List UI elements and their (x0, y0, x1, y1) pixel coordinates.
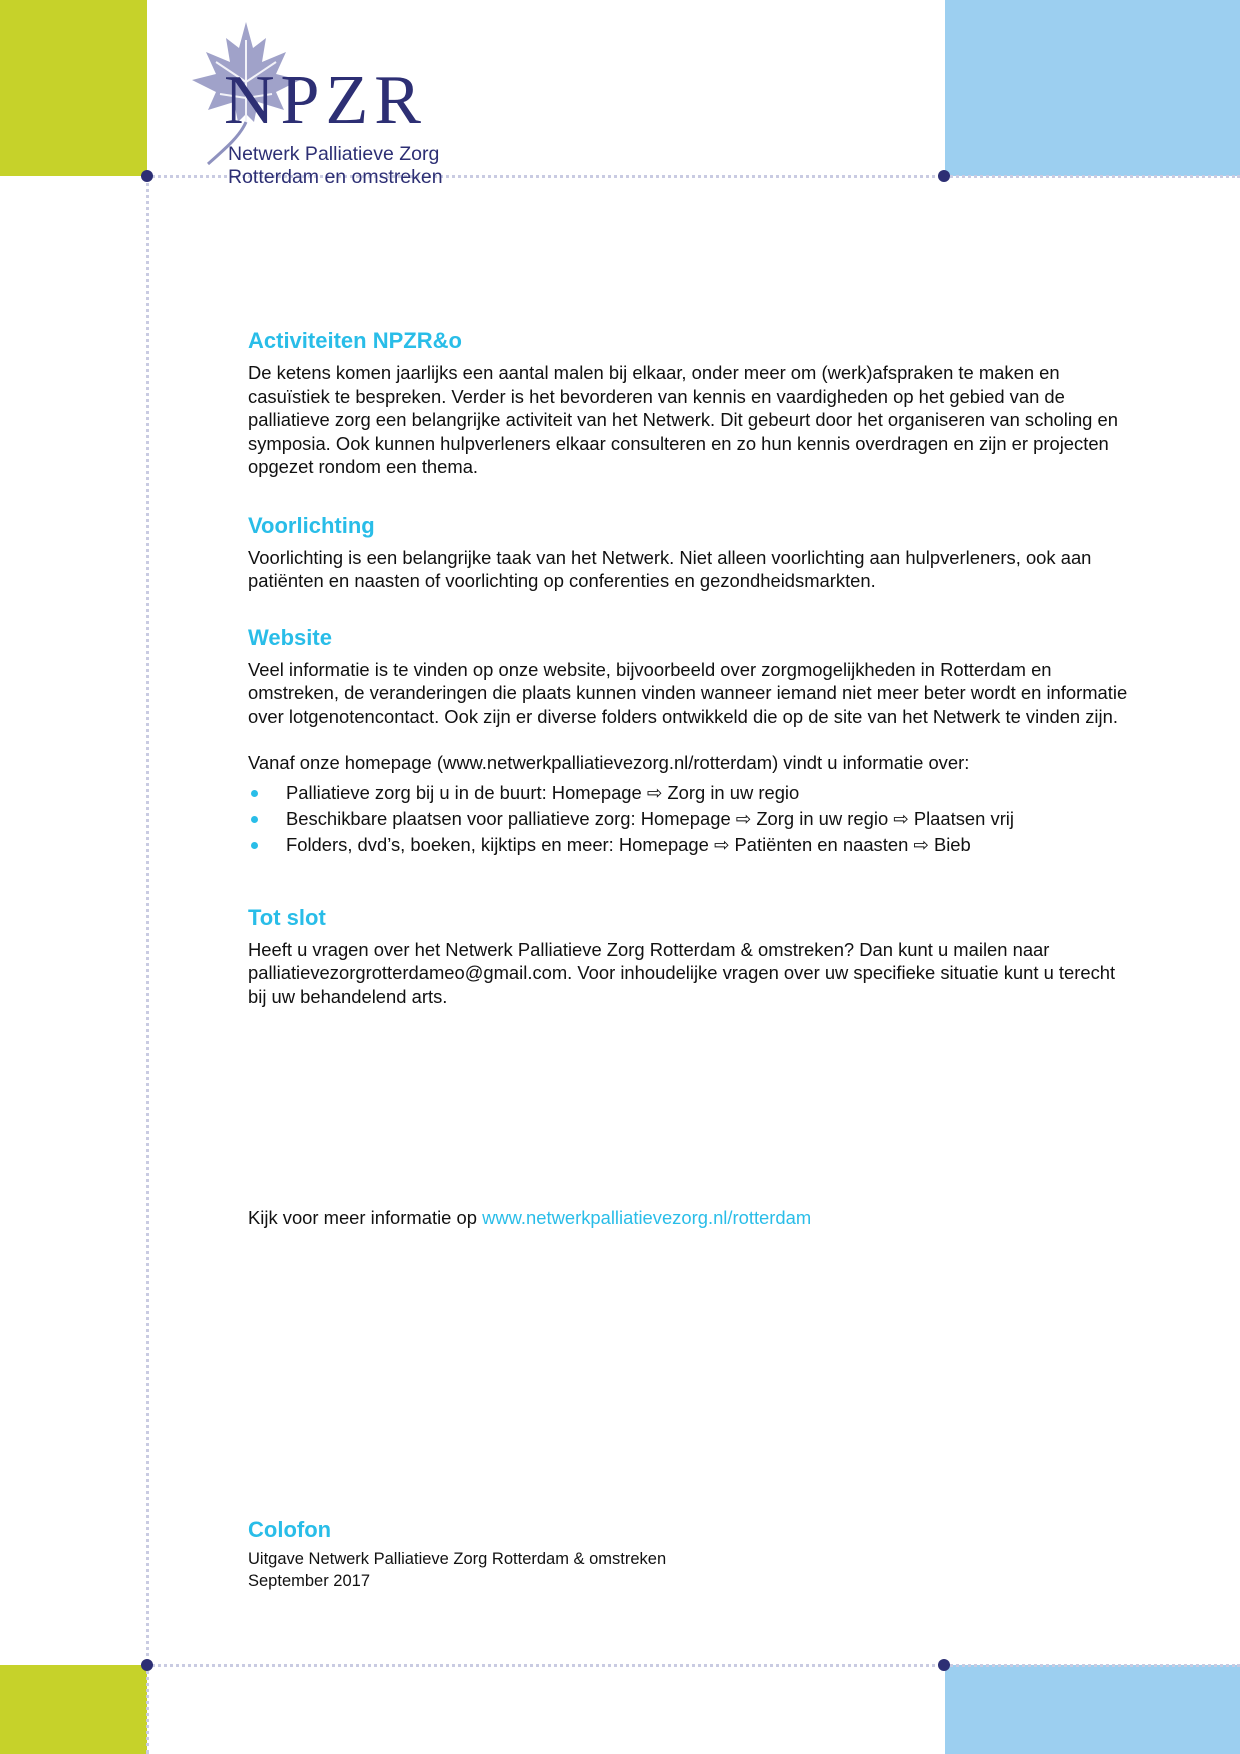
section-website (248, 624, 1138, 858)
list-item (248, 806, 1138, 832)
dotted-rule-left (146, 176, 149, 1754)
section-heading: Voorlichting (248, 512, 375, 538)
npzr-logo (186, 18, 466, 188)
navigation-tips-list (248, 780, 1138, 858)
section-tot-slot (248, 904, 1138, 1009)
logo-title: NPZR (224, 62, 427, 139)
list-item (248, 832, 1138, 858)
corner-block-green-top (0, 0, 147, 176)
list-item (248, 780, 1138, 806)
rule-dot (938, 170, 950, 182)
bullet-icon (251, 790, 258, 797)
colofon-heading: Colofon (248, 1517, 332, 1542)
section-paragraph: Veel informatie is te vinden op onze website, bijvoorbeeld over zorgmogelijkheden in Rotterdam en omstreken, de veranderingen die plaats kunnen vinden wanneer iemand niet meer beter wordt en informatie over lotgenotencontact. Ook zijn er diverse folders ontwikkeld die op de site van het Netwerk te vinden zijn. (248, 658, 1128, 727)
dotted-rule-bottom (147, 1664, 1240, 1667)
list-item-text: Palliatieve zorg bij u in de buurt: Homepage ⇨ Zorg in uw regio (286, 781, 800, 803)
logo-subtitle-line1: Netwerk Palliatieve Zorg (228, 143, 440, 165)
section-heading: Tot slot (248, 904, 326, 930)
colofon-publisher: Uitgave Netwerk Palliatieve Zorg Rotterdam & omstreken (248, 1550, 667, 1568)
bullet-icon (251, 842, 258, 849)
section-activiteiten (248, 327, 1138, 479)
section-paragraph: Heeft u vragen over het Netwerk Palliatieve Zorg Rotterdam & omstreken? Dan kunt u mailen naar palliatievezorgrotterdameo@gmail.com. Voor inhoudelijke vragen over uw specifieke situatie kunt u terecht bij uw behandelend arts. (248, 938, 1116, 1007)
section-heading: Website (248, 624, 332, 650)
corner-block-blue-bottom (945, 1665, 1240, 1754)
section-voorlichting (248, 512, 1138, 593)
document-body (248, 327, 1138, 1008)
homepage-intro: Vanaf onze homepage (www.netwerkpalliatievezorg.nl/rotterdam) vindt u informatie over: (248, 752, 970, 773)
colofon-date: September 2017 (248, 1572, 371, 1590)
corner-block-blue-top (945, 0, 1240, 176)
rule-dot (938, 1659, 950, 1671)
corner-block-green-bottom (0, 1665, 147, 1754)
section-paragraph: Voorlichting is een belangrijke taak van het Netwerk. Niet alleen voorlichting aan hulpverleners, ook aan patiënten en naasten of voorlichting op conferenties en gezondheidsmarkten. (248, 546, 1092, 591)
website-link[interactable]: www.netwerkpalliatievezorg.nl/rotterdam (482, 1207, 812, 1228)
rule-dot (141, 170, 153, 182)
list-item-text: Folders, dvd’s, boeken, kijktips en meer: Homepage ⇨ Patiënten en naasten ⇨ Bieb (286, 833, 971, 855)
bullet-icon (251, 816, 258, 823)
more-info-text: Kijk voor meer informatie op (248, 1207, 483, 1228)
logo-subtitle-line2: Rotterdam en omstreken (228, 166, 443, 188)
section-heading: Activiteiten NPZR&o (248, 328, 462, 353)
more-info-line (248, 1206, 811, 1230)
list-item-text: Beschikbare plaatsen voor palliatieve zorg: Homepage ⇨ Zorg in uw regio ⇨ Plaatsen vrij (286, 807, 1014, 829)
section-paragraph: De ketens komen jaarlijks een aantal malen bij elkaar, onder meer om (werk)afspraken te maken en casuïstiek te bespreken. Verder is het bevorderen van kennis en vaardigheden op het gebied van de palliatieve zorg een belangrijke activiteit van het Netwerk. Dit gebeurt door het organiseren van scholing en symposia. Ook kunnen hulpverleners elkaar consulteren en zo hun kennis overdragen en zijn er projecten opgezet rondom een thema. (248, 362, 1118, 477)
rule-dot (141, 1659, 153, 1671)
colofon (248, 1516, 848, 1592)
